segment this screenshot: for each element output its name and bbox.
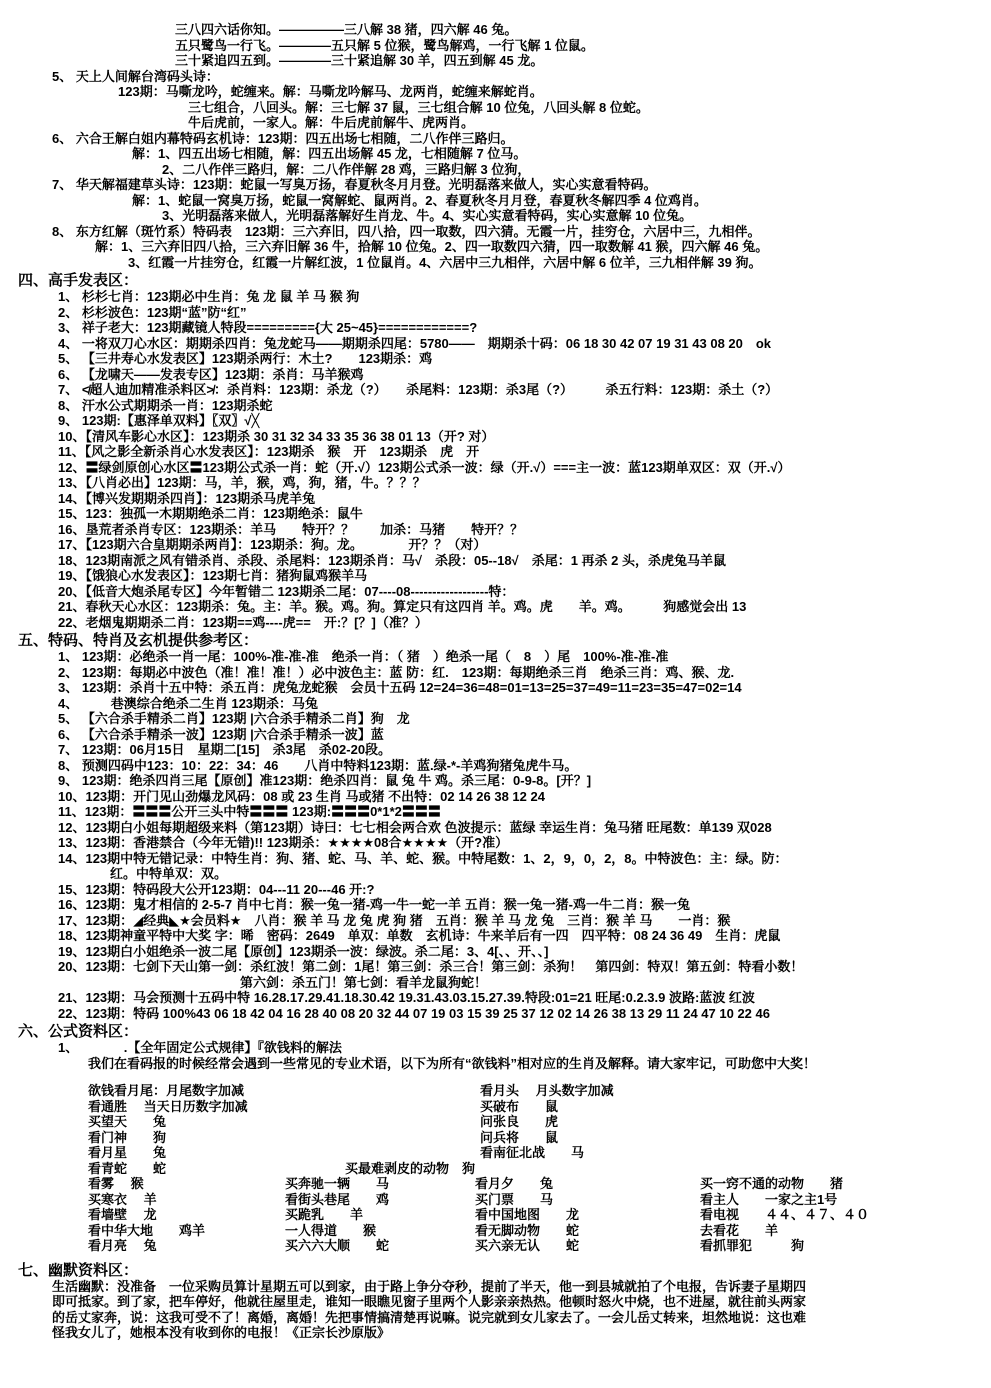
text-line: 5、 天上人间解台湾码头诗： bbox=[52, 68, 219, 84]
text-line: 1、 .【全年固定公式规律】『欲钱料的解法 bbox=[58, 1040, 342, 1055]
codex-table-cell: 看月星 兔 bbox=[88, 1145, 167, 1160]
text-line: 8、 东方红解（斑竹系）特码表 123期：三六弃旧，四八拾，四一取数，四六猜。无霞一片，挂穷仓，六居中三，九相伴。 bbox=[52, 223, 761, 239]
text-line: 7、 123期：06月15日 星期二[15] 杀3尾 杀02-20段。 bbox=[58, 742, 392, 757]
text-line: 3、红霞一片挂穷仓，红霞一片解红波，1 位鼠肖。4、六居中三九相伴，六居中解 6 位羊，三九相伴解 39 狗。 bbox=[128, 254, 762, 270]
text-line: 7、 ≮超人迪加精准杀料区≯：杀肖料：123期：杀龙（?） 杀尾料：123期：杀3尾（?） 杀五行料：123期：杀土（?） bbox=[58, 382, 779, 397]
codex-table-cell: 买奔驰一辆 马 bbox=[285, 1176, 390, 1191]
text-line: 4、 一将双刀心水区：期期杀四肖：兔龙蛇马——期期杀四尾：5780—— 期期杀十码：06 18 30 42 07 19 31 43 08 20 ok bbox=[58, 335, 772, 351]
codex-table-cell: 买一窍不通的动物 猪 bbox=[700, 1176, 844, 1191]
text-line: 18、123期南派之风有错杀肖、杀段、杀尾料：123期杀肖：马√ 杀段：05--18√ 杀尾：1 再杀 2 头，杀虎兔马羊鼠 bbox=[58, 552, 726, 568]
text-line: 9、 123期：绝杀四肖三尾【原创】准123期：绝杀四肖：鼠 兔 牛 鸡。杀三尾：0-9-8。[开？] bbox=[58, 773, 592, 788]
codex-table-cell: 买六六大顺 蛇 bbox=[285, 1238, 390, 1253]
codex-table-cell: 买跪乳 羊 bbox=[285, 1207, 364, 1222]
text-line: 11、【风之影全新杀肖心水发表区】：123期杀 猴 开 123期杀 虎 开 bbox=[58, 444, 480, 459]
text-line: 1、 123期：必绝杀一肖一尾：100%-准-准-准 绝杀一肖：（ 猪 ）绝杀一尾（ 8 ）尾 100%-准-准-准 bbox=[58, 649, 669, 664]
codex-table-cell: 买破布 鼠 bbox=[480, 1098, 559, 1114]
text-line: 21、春秋天心水区：123期杀：兔。主：羊。猴。鸡。狗。算定只有这四肖 羊。鸡。虎 羊。鸡。 狗感觉会出 13 bbox=[58, 599, 747, 614]
text-line: 牛后虎前，一家人。解：牛后虎前解牛、虎两肖。 bbox=[188, 115, 475, 130]
text-line: 解：1、三六弃旧四八拾，三六弃旧解 36 牛，拾解 10 位兔。2、四一取数四六猜，四一取数解 41 猴，四六解 46 兔。 bbox=[95, 239, 769, 254]
codex-table-cell: 看月夕 兔 bbox=[475, 1176, 554, 1191]
codex-table-cell: 看月头 月头数字加减 bbox=[480, 1083, 614, 1098]
text-line: 10、【清风车影心水区】：123期杀 30 31 32 34 33 35 36 38 01 13（开? 对） bbox=[58, 428, 495, 444]
text-line: 三八四六话你知。—————三八解 38 猪，四六解 46 兔。 bbox=[175, 22, 518, 37]
text-line: 20、【低音大炮杀尾专区】今年暂错二 123期杀二尾：07----08------------------特： bbox=[58, 583, 515, 599]
text-line: 123期：马嘶龙吟，蛇缠来。解：马嘶龙吟解马、龙两肖，蛇缠来解蛇肖。 bbox=[118, 84, 543, 99]
text-line: 16、123期：鬼才相信的 2-5-7 肖中七肖：猴一兔一猪-鸡一牛一蛇一羊 五肖：猴一兔一猪-鸡一牛二肖：猴一兔 bbox=[58, 897, 690, 912]
codex-table-row bbox=[0, 1207, 991, 1223]
text-line: 5、 【三井寿心水发表区】123期杀两行：木土? 123期杀：鸡 bbox=[58, 351, 433, 366]
text-line: 12、123期白小姐每期超级来料（第123期）诗曰：七七相会两合欢 色波提示：蓝绿 幸运生肖：兔马猪 旺尾数：单139 双028 bbox=[58, 819, 772, 835]
text-line: 即可抵家。到了家，把车停好，他就往屋里走，谁知一眼瞧见窗子里两个人影亲亲热热。他顿时怒火中烧，也不进屋，就往前头两家 bbox=[52, 1294, 807, 1309]
text-line: 第六剑：杀五门！第七剑：看羊龙鼠狗蛇！ bbox=[240, 974, 488, 990]
text-line: 解：1、蛇鼠一窝臭万扬，蛇鼠一窝解蛇、鼠两肖。2、春夏秋冬月月登，春夏秋冬解四季 4 位鸡肖。 bbox=[132, 192, 707, 208]
text-line: 五只鹭鸟一行飞。————五只解 5 位猴，鹭鸟解鸡，一行飞解 1 位鼠。 bbox=[175, 37, 594, 53]
text-line: 8、 汗水公式期期杀一肖：123期杀蛇 bbox=[58, 397, 273, 413]
text-line: 17、123期：◢经典◣★会员料★ 八肖：猴 羊 马 龙 兔 虎 狗 猪 五肖：猴 羊 马 龙 兔 三肖：猴 羊 马 一肖：猴 bbox=[58, 912, 731, 928]
text-line: 11、123期：〓〓〓公开三头中特〓〓〓 123期:〓〓〓0*1*2〓〓〓 bbox=[58, 804, 441, 819]
codex-table-cell: 看街头巷尾 鸡 bbox=[285, 1191, 390, 1207]
codex-table-cell: 买最难剥皮的动物 狗 bbox=[345, 1160, 476, 1176]
codex-table-cell: 看无脚动物 蛇 bbox=[475, 1222, 580, 1238]
text-line: 三七组合，八回头。解：三七解 37 鼠，三七组合解 10 位兔，八回头解 8 位蛇。 bbox=[188, 99, 649, 115]
text-line: 13、123期：香港禁合（今年无错)!! 123期杀：★★★★08合★★★★（开?准） bbox=[58, 835, 509, 850]
text-line: 解：1、四五出场七相随，解：四五出场解 45 龙，七相随解 7 位马。 bbox=[132, 146, 527, 161]
section-header: 六、公式资料区： bbox=[18, 1023, 139, 1040]
text-line: 15、123：独孤一木期期绝杀二肖：123期绝杀：鼠牛 bbox=[58, 506, 363, 521]
codex-table-cell: 问张良 虎 bbox=[480, 1114, 559, 1129]
codex-table-cell: 去看花 羊 bbox=[700, 1222, 779, 1238]
text-line: 5、 【六合杀手精杀二肖】123期 |六合杀手精杀二肖】狗 龙 bbox=[58, 711, 410, 726]
humor-section-block bbox=[0, 1262, 991, 1341]
text-line: 生活幽默：没准备 一位采购员算计星期五可以到家，由于路上争分夺秒，提前了半天，他一到县城就拍了个电报，告诉妻子星期四 bbox=[52, 1278, 807, 1294]
text-line: 1、 杉杉七肖：123期必中生肖：兔 龙 鼠 羊 马 猴 狗 bbox=[58, 289, 360, 304]
text-line: 红。中特单双：双。 bbox=[110, 866, 228, 881]
text-line: 3、 123期：杀肖十五中特：杀五肖：虎兔龙蛇猴 会员十五码 12=24=36=48=01=13=25=37=49=11=23=35=47=02=14 bbox=[58, 680, 742, 695]
codex-table-cell: 看中华大地 鸡羊 bbox=[88, 1222, 206, 1238]
codex-table-row bbox=[0, 1083, 991, 1099]
text-line: 17、【123期六合皇期期杀两肖】：123期杀：狗。龙。 开？？（对） bbox=[58, 537, 487, 552]
codex-table-cell: 一人得道 猴 bbox=[285, 1222, 377, 1238]
codex-table-cell: 买门票 马 bbox=[475, 1191, 554, 1207]
text-line: 22、老烟鬼期期杀二肖：123期==鸡----虎== 开:？[？]（准？） bbox=[58, 614, 428, 630]
codex-table-row bbox=[0, 1223, 991, 1239]
codex-table-cell: 买望天 兔 bbox=[88, 1114, 167, 1129]
text-line: 6、 六合王解白姐内幕特码玄机诗：123期：四五出场七相随，二八作伴三路归。 bbox=[52, 130, 514, 146]
text-line: 怪我女儿了，她根本没有收到你的电报！《正宗长沙原版》 bbox=[52, 1325, 391, 1340]
text-line: 3、光明磊落来做人，光明磊落解好生肖龙、牛。4、实心实意看特码，实心实意解 10 位兔。 bbox=[162, 208, 693, 223]
text-line: 14、【博兴发期期杀四肖】：123期杀马虎羊兔 bbox=[58, 490, 316, 506]
text-line: 19、【饿狼心水发表区】：123期七肖：猪狗鼠鸡猴羊马 bbox=[58, 568, 368, 583]
text-line: 6、 【龙啸天——发表专区】123期：杀肖：马羊猴鸡 bbox=[58, 366, 364, 382]
text-line: 19、123期白小姐绝杀一波二尾【原创】123期杀一波：绿波。杀二尾：3、4[、、开、、] bbox=[58, 943, 549, 959]
text-line: 18、123期神童平特中大奖 字：晞 密码：2649 单双：单数 玄机诗：牛来羊后有一四 四平特：08 24 36 49 生肖：虎鼠 bbox=[58, 928, 781, 943]
codex-table-cell: 看墙壁 龙 bbox=[88, 1207, 157, 1222]
section-header: 五、特码、特肖及玄机提供参考区： bbox=[18, 632, 259, 649]
codex-table-cell: 看南征北战 马 bbox=[480, 1145, 585, 1160]
text-line: 16、垦荒者杀肖专区：123期杀：羊马 特开？？ 加杀：马猪 特开？？ bbox=[58, 521, 524, 537]
codex-table-cell: 看门神 狗 bbox=[88, 1129, 167, 1145]
text-line: 15、123期：特码段大公开123期：04---11 20---46 开:? bbox=[58, 881, 375, 897]
text-line: 的岳丈家奔，说：这我可受不了！离婚，离婚！先把事情搞清楚再说嘛。说完就到女儿家去了。一会儿岳丈转来，坦然地说：这也难 bbox=[52, 1309, 807, 1325]
main-text-block bbox=[0, 22, 991, 1071]
codex-table-cell: 买六亲无认 蛇 bbox=[475, 1238, 580, 1253]
text-line: 2、 杉杉波色：123期“蓝”防“红” bbox=[58, 304, 247, 320]
text-line: 2、二八作伴三路归，解：二八作伴解 28 鸡，三路归解 3 位狗， bbox=[162, 161, 531, 177]
section-header: 七、幽默资料区： bbox=[18, 1261, 139, 1279]
codex-table-cell: 看月亮 兔 bbox=[88, 1238, 157, 1253]
text-line: 8、 预测四码中123：10：22：34：46 八肖中特料123期：蓝.绿-*-羊鸡狗猪兔虎牛马。 bbox=[58, 757, 578, 773]
codex-table-cell: 看雾 猴 bbox=[88, 1176, 144, 1191]
codex-table-cell: 看抓罪犯 狗 bbox=[700, 1238, 805, 1253]
codex-table-cell: 看主人 一家之主1号 bbox=[700, 1191, 838, 1207]
section-header: 四、高手发表区： bbox=[18, 272, 139, 289]
text-line: 14、123期中特无错记录：中特生肖：狗、猪、蛇、马、羊、蛇、猴。中特尾数：1、2，9，0，2，8。中特波色：主：绿。防： bbox=[58, 850, 788, 866]
text-line: 3、 祥子老大：123期藏镜人特段========={大 25~45}============? bbox=[58, 320, 478, 335]
codex-table-row bbox=[0, 1192, 991, 1208]
text-line: 6、 【六合杀手精杀一波】123期 |六合杀手精杀一波】蓝 bbox=[58, 726, 384, 742]
text-line: 9、 123期:【惠泽单双料】〖双〗√╳ bbox=[58, 413, 260, 428]
codex-table-row bbox=[0, 1130, 991, 1146]
text-line: 4、 巷澳综合绝杀二生肖 123期杀：马兔 bbox=[58, 695, 319, 711]
text-line: 我们在看码报的时候经常会遇到一些常见的专业术语，以下为所有“欲钱料”相对应的生肖及解释。请大家牢记，可助您中大奖！ bbox=[88, 1055, 817, 1071]
codex-table-row bbox=[0, 1176, 991, 1192]
codex-table-row bbox=[0, 1099, 991, 1115]
text-line: 2、 123期：每期必中波色（准！准！准！）必中波色主：蓝 防：红. 123期：每期绝杀三肖 绝杀三肖：鸡、猴、龙. bbox=[58, 664, 735, 680]
codex-table-cell: 看电视 ４４、４７、４０ bbox=[700, 1207, 870, 1222]
text-line: 13、【八肖必出】123期：马，羊，猴，鸡，狗，猪，牛。？？？ bbox=[58, 475, 426, 490]
codex-table-cell: 问兵将 鼠 bbox=[480, 1129, 559, 1145]
text-line: 20、123期：七剑下天山第一剑：杀红波！第二剑：1尾！第三剑：杀三合！第三剑：杀狗！ 第四剑：特双！第五剑：特看小数！ bbox=[58, 959, 804, 974]
codex-table-row bbox=[0, 1145, 991, 1161]
text-line: 三十紧追四五到。————三十紧追解 30 羊，四五到解 45 龙。 bbox=[175, 53, 544, 68]
codex-table-row bbox=[0, 1238, 991, 1254]
text-line: 10、123期：开门见山劲爆龙风码：08 或 23 生肖 马或猪 不出特：02 14 26 38 12 24 bbox=[58, 788, 545, 804]
codex-table-cell: 看中国地图 龙 bbox=[475, 1207, 580, 1222]
text-line: 7、 华天解福建草头诗：123期：蛇鼠一写臭万扬，春夏秋冬月月登。光明磊落来做人，实心实意看特码。 bbox=[52, 177, 657, 192]
codex-table-row bbox=[0, 1114, 991, 1130]
text-line: 12、〓绿剑原创心水区〓123期公式杀一肖：蛇（开.√）123期公式杀一波：绿（开.√）===主一波：蓝123期单双区：双（开.√） bbox=[58, 459, 791, 475]
text-line: 21、123期：马会预测十五码中特 16.28.17.29.41.18.30.42 19.31.43.03.15.27.39.特段:01=21 旺尾:0.2.3.9 波路:蓝波 红波 bbox=[58, 990, 755, 1005]
codex-table-cell: 买寒衣 羊 bbox=[88, 1191, 157, 1207]
codex-table-cell: 看青蛇 蛇 bbox=[88, 1160, 167, 1176]
yuqian-codex-table bbox=[0, 1083, 991, 1254]
text-line: 22、123期：特码 100%43 06 18 42 04 16 28 40 08 20 32 44 07 19 03 15 39 25 37 12 02 14 26 38 13 29 11 24 47 10 22 46 bbox=[58, 1005, 770, 1021]
codex-table-row bbox=[0, 1161, 991, 1177]
codex-table-cell: 看通胜 当天日历数字加减 bbox=[88, 1098, 248, 1114]
codex-table-cell: 欲钱看月尾：月尾数字加减 bbox=[88, 1083, 245, 1098]
